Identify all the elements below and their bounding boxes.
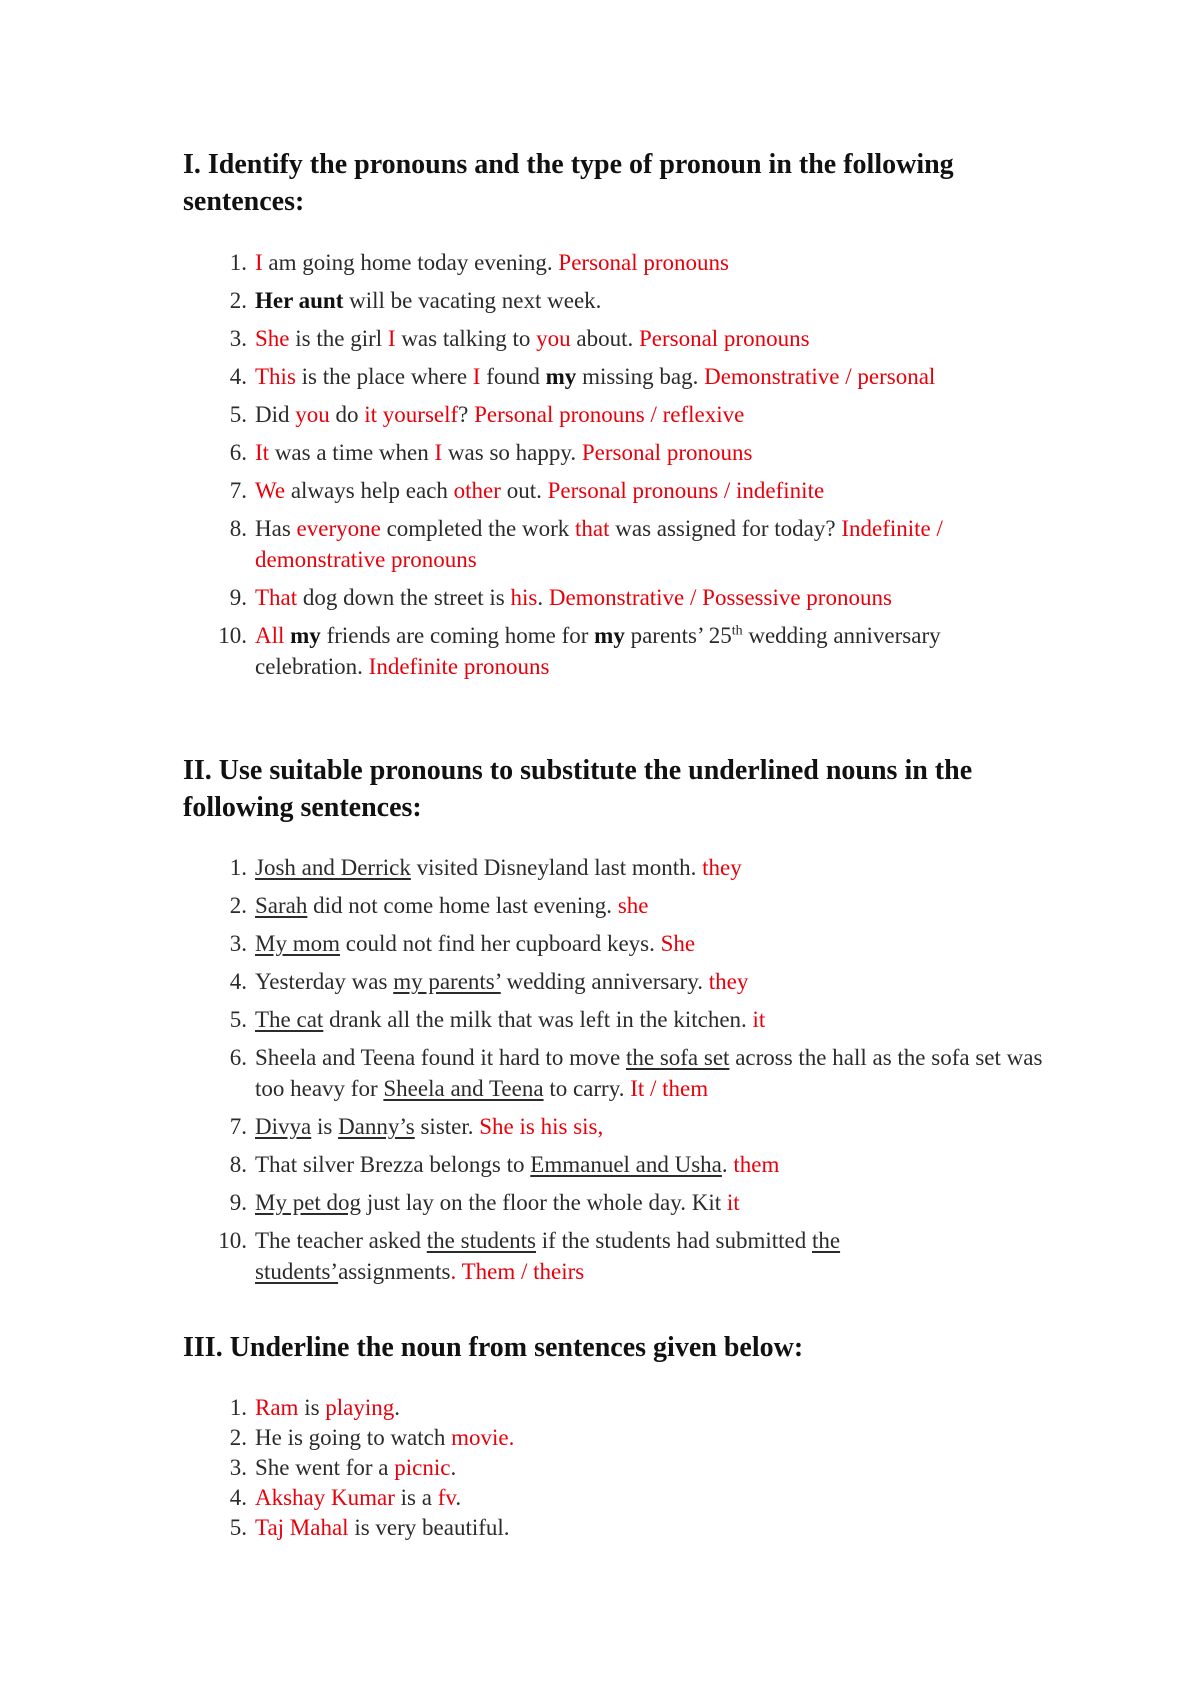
item-number: 2. (229, 1425, 247, 1450)
pronoun: it yourself (364, 402, 459, 427)
noun: fv (437, 1485, 456, 1510)
pronoun: you (295, 402, 330, 427)
list-item (183, 928, 1043, 959)
underlined-noun: Divya (255, 1114, 312, 1139)
sentence-text: He is going to watch (255, 1425, 452, 1450)
answer: Personal pronouns / reflexive (474, 402, 745, 427)
underlined-noun: My mom (255, 931, 340, 956)
underlined-noun: my parents’ (393, 969, 501, 994)
section-2-title: II. Use suitable pronouns to substitute the underlined nouns in the following sentences: (183, 755, 973, 823)
list-item (183, 890, 1043, 921)
answer: it (726, 1190, 740, 1215)
item-number: 1. (229, 1395, 247, 1420)
answer: She (660, 931, 696, 956)
sentence-text: did not come home last evening. (307, 893, 618, 918)
sentence-text: is a (394, 1485, 438, 1510)
pronoun: his (510, 585, 538, 610)
pronoun: She (255, 326, 290, 351)
sentence-text: . (394, 1395, 401, 1420)
item-number: 8. (229, 516, 247, 541)
noun: playing (325, 1395, 395, 1420)
sentence-text: was talking to (395, 326, 537, 351)
list-item (183, 1225, 1043, 1287)
sentence-text: was assigned for today? (609, 516, 842, 541)
answer: Demonstrative / personal (704, 364, 936, 389)
answer: Personal pronouns (638, 326, 810, 351)
noun: Taj Mahal (255, 1515, 349, 1540)
sentence-text: about. (570, 326, 639, 351)
sentence-text: . (455, 1485, 462, 1510)
underlined-noun: Sarah (255, 893, 308, 918)
list-item (183, 399, 1043, 430)
pronoun: This (255, 364, 296, 389)
sentence-text: is very beautiful. (348, 1515, 510, 1540)
answer: they (708, 969, 749, 994)
underlined-noun: Emmanuel and Usha (530, 1152, 722, 1177)
sentence-text: will be vacating next week. (343, 288, 602, 313)
sentence-text: completed the work (380, 516, 575, 541)
item-number: 10. (218, 623, 247, 648)
underlined-noun: the students’ (255, 1228, 841, 1284)
sentence-text: is the place where (295, 364, 473, 389)
noun: movie. (451, 1425, 515, 1450)
item-number: 8. (229, 1152, 247, 1177)
pronoun: I (255, 250, 263, 275)
pronoun: other (453, 478, 501, 503)
sentence-text: . (721, 1152, 734, 1177)
sentence-text: sister. (414, 1114, 480, 1139)
answer: Indefinite pronouns (368, 654, 550, 679)
underlined-noun: the students (426, 1228, 537, 1253)
underlined-noun: My pet dog (255, 1190, 362, 1215)
sentence-text: dog down the street is (297, 585, 511, 610)
answer: Indefinite / demonstrative pronouns (255, 516, 943, 572)
answer: them (733, 1152, 780, 1177)
pronoun: you (536, 326, 571, 351)
item-number: 5. (229, 402, 247, 427)
item-number: 1. (229, 250, 247, 275)
list-item (183, 437, 1043, 468)
list-item (183, 620, 1043, 682)
item-number: 3. (229, 931, 247, 956)
list-item (183, 1111, 1043, 1142)
sentence-text: The teacher asked (255, 1228, 427, 1253)
sentence-text: That silver Brezza belongs to (255, 1152, 531, 1177)
item-number: 2. (229, 288, 247, 313)
noun: Ram (255, 1395, 299, 1420)
underlined-noun: Sheela and Teena (383, 1076, 544, 1101)
superscript: th (731, 623, 743, 639)
answer: Personal pronouns / indefinite (547, 478, 825, 503)
item-number: 6. (229, 1045, 247, 1070)
list-item (183, 1422, 1043, 1453)
sentence-text: could not find her cupboard keys. (339, 931, 661, 956)
sentence-text: do (329, 402, 365, 427)
item-number: 6. (229, 440, 247, 465)
list-item (183, 361, 1043, 392)
section-3-list (183, 1392, 1043, 1542)
pronoun: everyone (296, 516, 381, 541)
list-item (183, 1042, 1043, 1104)
list-item (183, 582, 1043, 613)
item-number: 9. (229, 1190, 247, 1215)
sentence-text: found (480, 364, 546, 389)
sentence-text: if the students had submitted (536, 1228, 812, 1253)
sentence-text: to carry. (543, 1076, 631, 1101)
list-item (183, 1452, 1043, 1483)
noun: Akshay Kumar (255, 1485, 395, 1510)
list-item (183, 1392, 1043, 1423)
sentence-text: is the girl (289, 326, 388, 351)
sentence-text: is (298, 1395, 326, 1420)
pronoun: that (575, 516, 610, 541)
sentence-text: Sheela and Teena found it hard to move (255, 1045, 626, 1070)
item-number: 1. (229, 855, 247, 880)
item-number: 3. (229, 326, 247, 351)
list-item (183, 513, 1043, 575)
answer: She is his sis, (479, 1114, 604, 1139)
sentence-text: always help each (285, 478, 454, 503)
sentence-text: . (537, 585, 549, 610)
underlined-noun: Josh and Derrick (255, 855, 411, 880)
answer: Personal pronouns (558, 250, 729, 275)
item-number: 4. (229, 1485, 247, 1510)
list-item (183, 966, 1043, 997)
sentence-text: parents’ 25 (624, 623, 732, 648)
item-number: 2. (229, 893, 247, 918)
section-1-list (183, 247, 1043, 689)
answer: It / them (630, 1076, 709, 1101)
sentence-text: ? (458, 402, 475, 427)
pronoun: That (255, 585, 298, 610)
bold-text: my (545, 364, 577, 389)
item-number: 10. (218, 1228, 247, 1253)
bold-text: my (594, 623, 625, 648)
item-number: 7. (229, 1114, 247, 1139)
sentence-text: am going home today evening. (262, 250, 559, 275)
section-1-title: I. Identify the pronouns and the type of pronoun in the following sentences: (183, 149, 954, 217)
list-item (183, 285, 1043, 316)
sentence-text: . (450, 1455, 457, 1480)
pronoun: It (255, 440, 270, 465)
answer: Demonstrative / Possessive pronouns (548, 585, 892, 610)
sentence-text: was so happy. (442, 440, 582, 465)
item-number: 5. (229, 1007, 247, 1032)
answer: . Them / theirs (450, 1259, 585, 1284)
sentence-text: was a time when (269, 440, 435, 465)
pronoun: I (387, 326, 396, 351)
list-item (183, 1512, 1043, 1543)
bold-text: my (290, 623, 321, 648)
sentence-text: Did (255, 402, 296, 427)
sentence-text: Has (255, 516, 297, 541)
section-3-title: III. Underline the noun from sentences given below: (183, 1332, 804, 1363)
item-number: 3. (229, 1455, 247, 1480)
sentence-text: across the hall as the sofa set was too heavy for (255, 1045, 1043, 1101)
sentence-text: wedding anniversary celebration. (255, 623, 941, 679)
item-number: 9. (229, 585, 247, 610)
list-item (183, 475, 1043, 506)
pronoun: I (472, 364, 481, 389)
list-item (183, 1482, 1043, 1513)
sentence-text: out. (500, 478, 548, 503)
underlined-noun: The cat (255, 1007, 324, 1032)
section-2-list (183, 852, 1043, 1294)
bold-text: Her aunt (255, 288, 344, 313)
noun: picnic (394, 1455, 451, 1480)
pronoun: All (255, 623, 285, 648)
pronoun: I (434, 440, 443, 465)
sentence-text: just lay on the floor the whole day. Kit (361, 1190, 727, 1215)
sentence-text: assignments (338, 1259, 451, 1284)
item-number: 4. (229, 364, 247, 389)
answer: Personal pronouns (581, 440, 753, 465)
answer: it (752, 1007, 766, 1032)
sentence-text: Yesterday was (255, 969, 394, 994)
underlined-noun: the sofa set (625, 1045, 730, 1070)
sentence-text: missing bag. (576, 364, 705, 389)
item-number: 4. (229, 969, 247, 994)
sentence-text: She went for a (255, 1455, 395, 1480)
list-item (183, 1187, 1043, 1218)
underlined-noun: Danny’s (338, 1114, 415, 1139)
item-number: 5. (229, 1515, 247, 1540)
sentence-text: drank all the milk that was left in the kitchen. (323, 1007, 753, 1032)
list-item (183, 1004, 1043, 1035)
sentence-text: friends are coming home for (320, 623, 595, 648)
sentence-text: wedding anniversary. (500, 969, 709, 994)
answer: they (702, 855, 742, 880)
list-item (183, 852, 1043, 883)
answer: she (617, 893, 649, 918)
list-item (183, 247, 1043, 278)
list-item (183, 323, 1043, 354)
list-item (183, 1149, 1043, 1180)
item-number: 7. (229, 478, 247, 503)
sentence-text: visited Disneyland last month. (410, 855, 703, 880)
sentence-text: is (311, 1114, 339, 1139)
pronoun: We (255, 478, 286, 503)
